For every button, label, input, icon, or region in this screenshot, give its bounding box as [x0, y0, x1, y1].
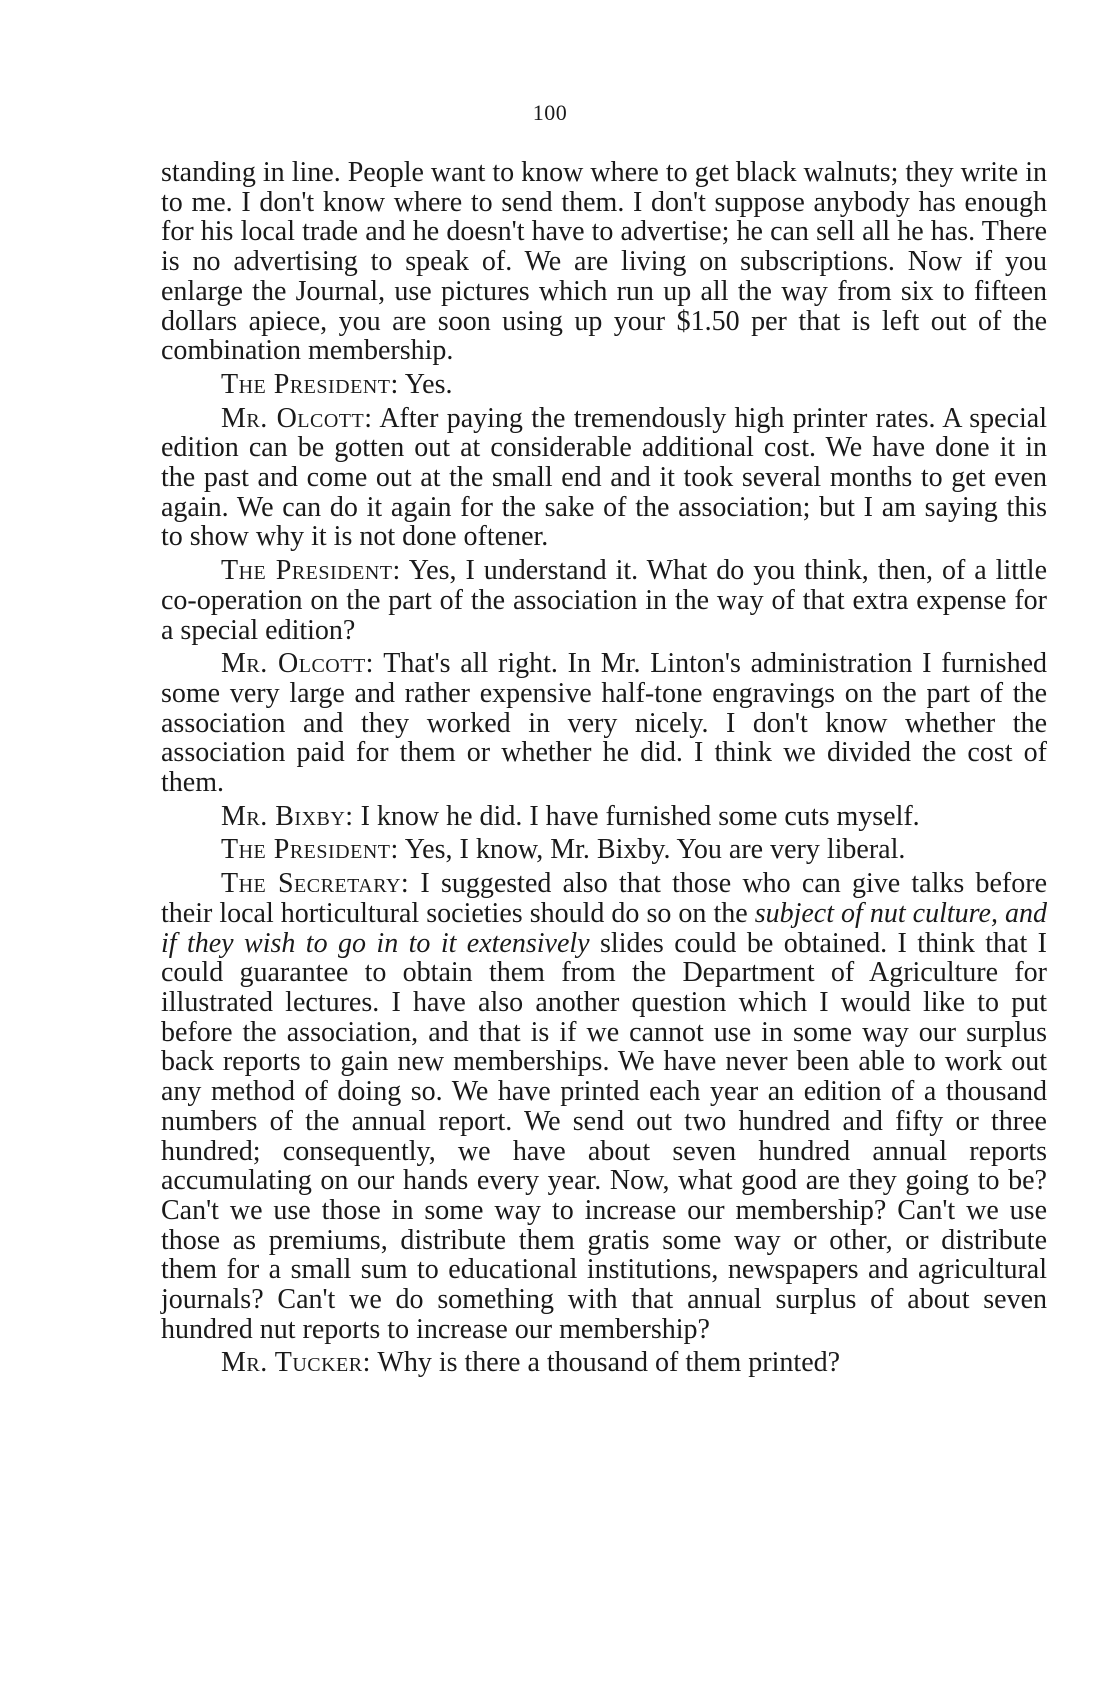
paragraph-tucker [161, 1348, 1047, 1378]
paragraph-text: standing in line. People want to know where to get black walnuts; they write in to me. I don't know where to send them. I don't suppose anybody has enough for his local trade and he doesn't have to advertise; he can sell all he has. There is no advertising to speak of. We are living on subscriptions. Now if you enlarge the Journal, use pictures which run up all the way from six to fifteen dollars apiece, you are soon using up your $1.50 per that is left out of the combination membership. [161, 157, 1047, 367]
speaker-label: Mr. Bixby: [221, 800, 354, 832]
paragraph-text: Yes, I understand it. What do you think, then, of a little co-operation on the part of the association in the way of that extra expense for a special edition? [161, 555, 1047, 646]
speaker-label: The President: [221, 368, 399, 400]
speaker-label: The Secretary: [221, 868, 410, 900]
paragraph-president-cooperation [161, 556, 1047, 645]
paragraph-text: I suggested also that those who can give talks before their local horticultural societies should do so on the [161, 868, 1047, 929]
paragraph-bixby [161, 802, 1047, 832]
page-number: 100 [532, 100, 568, 125]
paragraph-text: Yes, I know, Mr. Bixby. You are very liberal. [404, 834, 906, 866]
paragraph-president-liberal [161, 835, 1047, 865]
speaker-label: The President: [221, 834, 399, 866]
speaker-label: The President: [221, 555, 401, 587]
speaker-label: Mr. Olcott: [221, 648, 374, 680]
paragraph-text: That's all right. In Mr. Linton's administration I furnished some very large and rather expensive half-tone engravings on the part of the association and they worked in very nicely. I don't know whether the association paid for them or whether he did. I think we divided the cost of them. [161, 648, 1047, 799]
paragraph-text-italic: subject of nut culture, and if they wish to go in to it extensively [161, 897, 1047, 959]
paragraph-president-yes [161, 370, 1047, 400]
paragraph-text: I know he did. I have furnished some cuts myself. [360, 800, 920, 832]
paragraph-text: Why is there a thousand of them printed? [377, 1347, 841, 1379]
paragraph-olcott-engravings [161, 649, 1047, 798]
paragraph-text: Yes. [404, 368, 453, 400]
paragraph-text: slides could be obtained. I think that I could guarantee to obtain them from the Department of Agriculture for illustrated lectures. I have also another question which I would like to put before the association, and that is if we cannot use in some way our surplus back reports to gain new memberships. We have never been able to work out any method of doing so. We have printed each year an edition of a thousand numbers of the annual report. We send out two hundred and fifty or three hundred; consequently, we have about seven hundred annual reports accumulating on our hands every year. Now, what good are they going to be? Can't we use those in some way to increase our membership? Can't we use those as premiums, distribute them gratis some way or other, or distribute them for a small sum to educational institutions, newspapers and agricultural journals? Can't we do something with that annual surplus of about seven hundred nut reports to increase our membership? [161, 927, 1047, 1345]
body-text [161, 158, 1047, 1382]
paragraph-text: After paying the tremendously high printer rates. A special edition can be gotten out at considerable additional cost. We have done it in the past and come out at the small end and it took several months to get even again. We can do it again for the sake of the association; but I am saying this to show why it is not done oftener. [161, 402, 1048, 553]
paragraph-olcott-rates [161, 404, 1047, 553]
paragraph-continuation [161, 158, 1047, 366]
speaker-label: Mr. Tucker: [221, 1347, 371, 1379]
speaker-label: Mr. Olcott: [221, 402, 373, 434]
paragraph-secretary [161, 869, 1047, 1344]
